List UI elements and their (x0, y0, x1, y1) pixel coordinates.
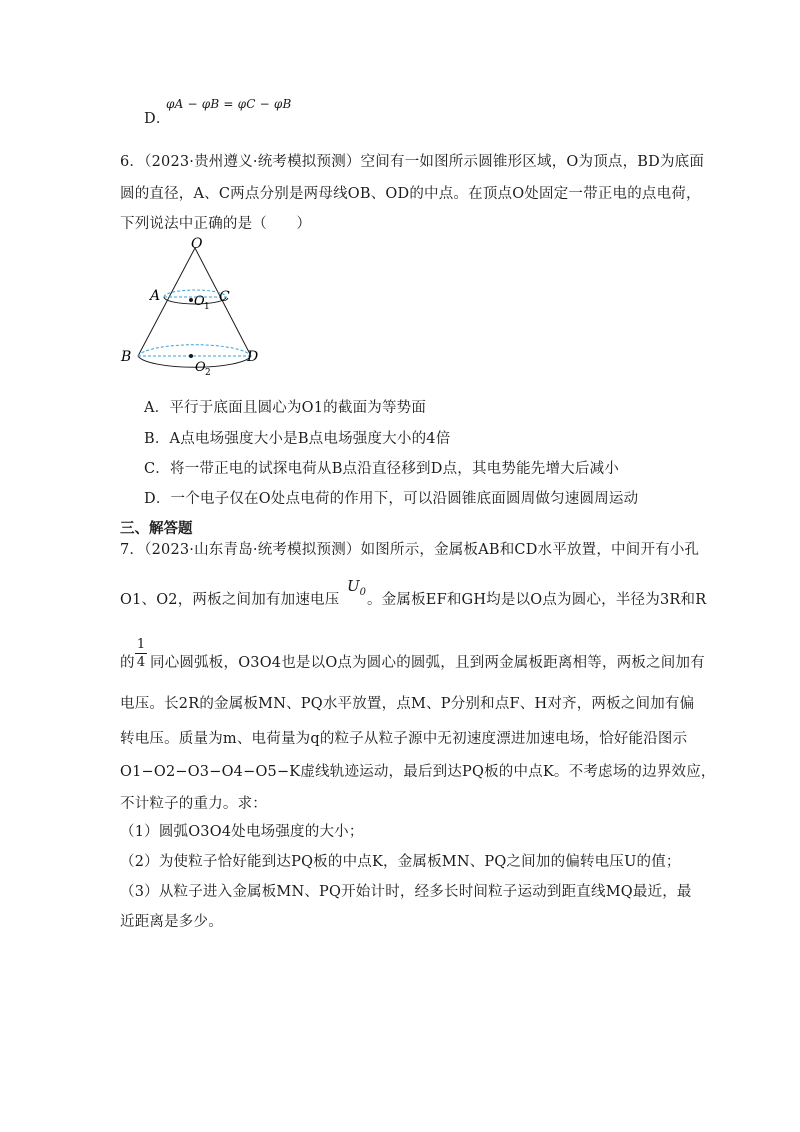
label-o: O (191, 236, 203, 252)
q7-subquestion-3-line2: 近距离是多少。 (120, 914, 223, 930)
label-c: C (219, 289, 230, 305)
q7-line5: 转电压。质量为m、电荷量为q的粒子从粒子源中无初速度漂进加速电场，恰好能沿图示 (120, 731, 688, 747)
label-o2: O (195, 360, 206, 375)
q7-line4: 电压。长2R的金属板MN、PQ水平放置，点M、P分别和点F、H对齐，两板之间加有偏 (120, 696, 695, 712)
q5-option-d-formula: φA − φB = φC − φB (166, 97, 292, 111)
label-o1-sub: 1 (204, 302, 210, 312)
q6-stem-line3: 下列说法中正确的是（ ） (120, 216, 312, 232)
q7-quarter-fraction (135, 637, 147, 670)
q7-source: （2023·山东青岛·统考模拟预测） (144, 542, 361, 558)
q7-u0-sub: 0 (359, 587, 367, 598)
q7-subquestion-3-line1: （3）从粒子进入金属板MN、PQ开始计时，经多长时间粒子运动到距直线MQ最近，最 (120, 884, 692, 900)
q7-line2 (120, 590, 339, 610)
label-o2-sub: 2 (205, 368, 211, 378)
q7-subquestion-2: （2）为使粒子恰好能到达PQ板的中点K，金属板MN、PQ之间加的偏转电压U的值； (120, 854, 681, 870)
center-point-o2 (189, 354, 193, 358)
cone-line-ob (138, 248, 195, 356)
q6-option-b: B．A点电场强度大小是B点电场强度大小的4倍 (144, 431, 451, 447)
q6-stem-line2: 圆的直径，A、C两点分别是两母线OB、OD的中点。在顶点O处固定一带正电的点电荷， (120, 186, 701, 202)
q7-line2a: O1、O2，两板之间加有加速电压 (120, 592, 340, 608)
q7-line1-text: 如图所示，金属板AB和CD水平放置，中间开有小孔 (360, 542, 700, 558)
section-heading: 三、解答题 (120, 521, 193, 537)
q6-stem-line1 (120, 152, 704, 172)
q7-u0: U (347, 577, 360, 595)
q7-frac-den: 4 (136, 655, 146, 670)
q6-stem-text1: 空间有一如图所示圆锥形区域，O为顶点，BD为底面 (360, 154, 705, 170)
q6-number: 6． (120, 154, 145, 170)
q7-line3a: 的 (120, 655, 135, 671)
q5-option-d-label: D． (144, 111, 171, 127)
q7-number: 7． (120, 542, 145, 558)
q6-option-c: C．将一带正电的试探电荷从B点沿直径移到D点，其电势能先增大后减小 (144, 461, 619, 477)
base-ellipse-back (138, 345, 251, 356)
label-b: B (121, 349, 132, 365)
q7-u0-symbol (347, 577, 366, 598)
q7-line1 (120, 540, 699, 560)
q7-line3b: 同心圆弧板，O3O4也是以O点为圆心的圆弧，且到两金属板距离相等，两板之间加有 (150, 655, 705, 671)
label-o1: O (194, 294, 205, 309)
center-point-o1 (189, 298, 193, 302)
q6-option-a: A．平行于底面且圆心为O1的截面为等势面 (144, 400, 427, 416)
q6-source: （2023·贵州遵义·统考模拟预测） (144, 154, 361, 170)
q7-frac-num: 1 (136, 637, 146, 652)
q7-line2b: 。金属板EF和GH均是以O点为圆心，半径为3R和R (367, 592, 707, 608)
q7-line7: 不计粒子的重力。求： (120, 796, 267, 812)
q7-subquestion-1: （1）圆弧O3O4处电场强度的大小； (120, 824, 364, 840)
label-a: A (150, 288, 161, 304)
q7-frac-bar (135, 653, 147, 654)
q6-option-d: D．一个电子仅在O处点电荷的作用下，可以沿圆锥底面圆周做匀速圆周运动 (144, 491, 639, 507)
label-d: D (247, 349, 259, 365)
cone-figure (115, 236, 275, 381)
q7-line6: O1−O2−O3−O4−O5−K虚线轨迹运动，最后到达PQ板的中点K。不考虑场的边界效应， (120, 764, 716, 780)
